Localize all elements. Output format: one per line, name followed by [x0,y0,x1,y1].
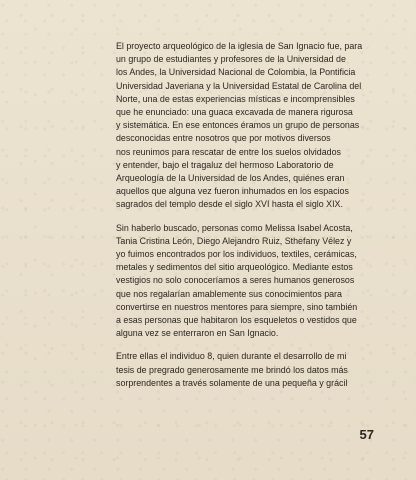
text-line: convertirse en nuestros mentores para siempre, sino también [116,301,358,312]
text-line: nos reunimos para rescatar de entre los suelos olvidados [116,146,341,157]
text-line: Sin haberlo buscado, personas como Melissa Isabel Acosta, [116,222,353,233]
text-line: y sistemática. En ese entonces éramos un grupo de personas [116,120,360,131]
text-line: desconocidas entre nosotros que por motivos diversos [116,133,331,144]
text-line: tesis de pregrado generosamente me brindó los datos más [116,364,348,375]
text-line: sagrados del templo desde el siglo XVI hasta el siglo XIX. [116,199,343,210]
text-line: yo fuimos encontrados por los individuos, textiles, cerámicas, [116,249,357,260]
text-line: vestigios no solo conoceríamos a seres humanos generosos [116,275,355,286]
text-line: Arqueología de la Universidad de los Andes, quiénes eran [116,173,345,184]
text-line: Tania Cristina León, Diego Alejandro Ruiz, Sthefany Vélez y [116,235,352,246]
text-line: los Andes, la Universidad Nacional de Colombia, la Pontificia [116,67,356,78]
text-line: y entender, bajo el tragaluz del hermoso Laboratorio de [116,159,334,170]
text-line: aquellos que alguna vez fueron inhumados en los espacios [116,186,349,197]
text-line: Universidad Javeriana y la Universidad Estatal de Carolina del [116,80,362,91]
paragraph-1 [116,40,372,212]
paragraph-2 [116,222,372,341]
text-line: un grupo de estudiantes y profesores de la Universidad de [116,54,346,65]
text-line: Entre ellas el individuo 8, quien durante el desarrollo de mi [116,351,347,362]
text-line: que he enunciado: una guaca excavada de manera rigurosa [116,107,353,118]
page-number: 57 [359,427,374,442]
text-line: metales y sedimentos del sitio arqueológico. Mediante estos [116,262,353,273]
paragraph-3 [116,350,372,390]
text-line: El proyecto arqueológico de la iglesia de San Ignacio fue, para [116,41,363,51]
text-line: Norte, una de estas experiencias místicas e incomprensibles [116,93,355,104]
text-line: alguna vez se enterraron en San Ignacio. [116,328,279,339]
text-line: a esas personas que habitaron los esqueletos o vestidos que [116,315,357,326]
text-line: sorprendentes a través solamente de una pequeña y grácil [116,377,348,388]
text-line: que nos regalarían amablemente sus conocimientos para [116,288,342,299]
body-text [116,40,372,400]
